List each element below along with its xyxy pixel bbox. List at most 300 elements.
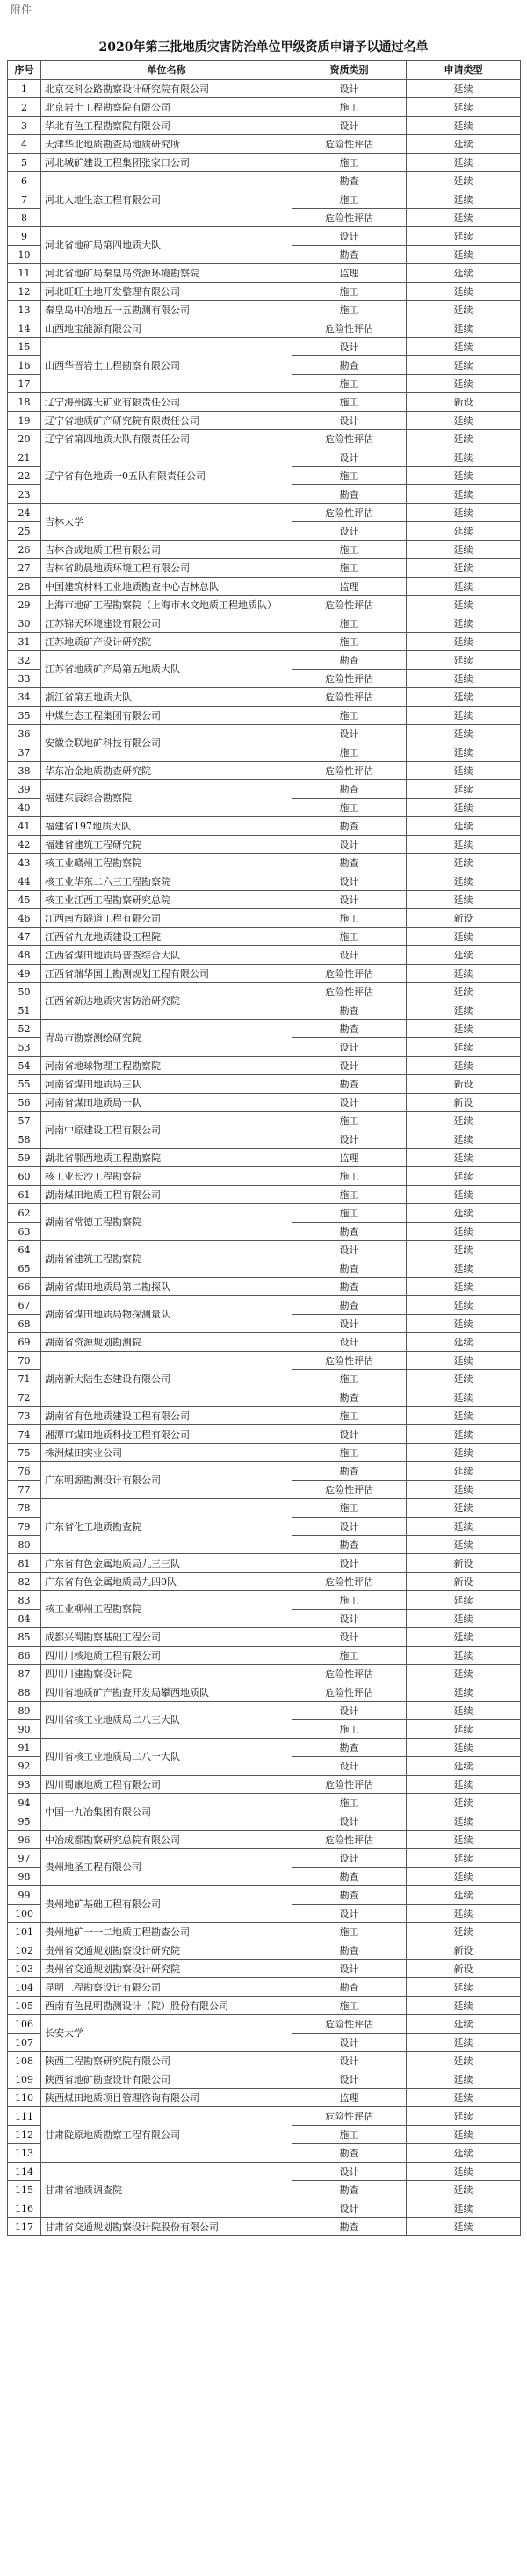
qualification-category: 监理 [292, 264, 407, 283]
table-row [8, 80, 521, 98]
application-type: 延续 [407, 1130, 521, 1149]
unit-name: 四川省核工业地质局二八一大队 [41, 1739, 292, 1776]
unit-name: 河北省地矿局秦皇岛资源环境勘察院 [41, 264, 292, 283]
row-seq: 70 [8, 1352, 41, 1370]
row-seq: 5 [8, 154, 41, 172]
table-row [8, 264, 521, 283]
application-type: 延续 [407, 504, 521, 522]
qualification-category: 设计 [292, 227, 407, 246]
application-type: 延续 [407, 1296, 521, 1315]
qualification-category: 勘查 [292, 1223, 407, 1241]
row-seq: 108 [8, 2052, 41, 2070]
qualification-category: 设计 [292, 1315, 407, 1333]
application-type: 延续 [407, 891, 521, 909]
table-row [8, 98, 521, 117]
application-type: 延续 [407, 578, 521, 596]
unit-name: 陕西工程勘察研究院有限公司 [41, 2052, 292, 2070]
unit-name: 核工业江西工程勘察研究总院 [41, 891, 292, 909]
row-seq: 16 [8, 356, 41, 375]
qualification-category: 危险性评估 [292, 1573, 407, 1591]
top-bar [0, 0, 527, 18]
row-seq: 90 [8, 1720, 41, 1739]
row-seq: 50 [8, 983, 41, 1001]
application-type: 延续 [407, 1352, 521, 1370]
row-seq: 27 [8, 559, 41, 578]
approval-list-table [7, 60, 521, 2236]
table-row [8, 1978, 521, 1997]
table-row [8, 946, 521, 965]
application-type: 延续 [407, 1241, 521, 1259]
row-seq: 34 [8, 688, 41, 707]
table-row [8, 1278, 521, 1296]
row-seq: 95 [8, 1812, 41, 1831]
unit-name: 湘潭市煤田地质科技工程有限公司 [41, 1425, 292, 1444]
qualification-category: 危险性评估 [292, 2107, 407, 2126]
application-type: 延续 [407, 1997, 521, 2015]
qualification-category: 危险性评估 [292, 1683, 407, 1702]
unit-name: 贵州地圣工程有限公司 [41, 1849, 292, 1886]
header-unit-name: 单位名称 [41, 61, 292, 80]
qualification-category: 施工 [292, 1591, 407, 1610]
row-seq: 98 [8, 1868, 41, 1886]
table-row [8, 1149, 521, 1167]
application-type: 延续 [407, 780, 521, 799]
table-row [8, 965, 521, 983]
table-row [8, 1425, 521, 1444]
unit-name: 河南中原建设工程有限公司 [41, 1112, 292, 1149]
table-row [8, 1352, 521, 1370]
qualification-category: 勘查 [292, 1278, 407, 1296]
qualification-category: 勘查 [292, 1001, 407, 1020]
application-type: 延续 [407, 1259, 521, 1278]
unit-name: 安徽金联地矿科技有限公司 [41, 725, 292, 762]
qualification-category: 危险性评估 [292, 319, 407, 338]
application-type: 延续 [407, 117, 521, 135]
table-row [8, 688, 521, 707]
table-row [8, 1960, 521, 1978]
table-row [8, 1444, 521, 1462]
row-seq: 110 [8, 2089, 41, 2107]
qualification-category: 勘查 [292, 1886, 407, 1905]
qualification-category: 危险性评估 [292, 762, 407, 780]
table-row [8, 227, 521, 246]
unit-name: 北京岩土工程勘察院有限公司 [41, 98, 292, 117]
table-row [8, 448, 521, 467]
application-type: 延续 [407, 1333, 521, 1352]
application-type: 延续 [407, 633, 521, 651]
row-seq: 57 [8, 1112, 41, 1130]
application-type: 延续 [407, 928, 521, 946]
row-seq: 41 [8, 817, 41, 836]
application-type: 延续 [407, 2015, 521, 2034]
qualification-category: 设计 [292, 338, 407, 356]
unit-name: 湖南省有色地质建设工程有限公司 [41, 1407, 292, 1425]
table-row [8, 651, 521, 670]
unit-name: 中国十九冶集团有限公司 [41, 1794, 292, 1831]
table-row [8, 430, 521, 448]
qualification-category: 设计 [292, 1610, 407, 1628]
qualification-category: 勘查 [292, 854, 407, 872]
application-type: 延续 [407, 209, 521, 227]
application-type: 新设 [407, 393, 521, 412]
application-type: 延续 [407, 725, 521, 743]
application-type: 延续 [407, 319, 521, 338]
unit-name: 四川省核工业地质局二八三大队 [41, 1702, 292, 1739]
qualification-category: 设计 [292, 412, 407, 430]
row-seq: 88 [8, 1683, 41, 1702]
unit-name: 贵州省交通规划勘察设计研究院 [41, 1941, 292, 1960]
table-row [8, 1057, 521, 1075]
application-type: 延续 [407, 190, 521, 209]
application-type: 延续 [407, 1186, 521, 1204]
application-type: 延续 [407, 1720, 521, 1739]
qualification-category: 施工 [292, 909, 407, 928]
application-type: 新设 [407, 1960, 521, 1978]
unit-name: 湖南省煤田地质局第二勘探队 [41, 1278, 292, 1296]
row-seq: 115 [8, 2181, 41, 2199]
row-seq: 91 [8, 1739, 41, 1757]
application-type: 延续 [407, 1425, 521, 1444]
row-seq: 60 [8, 1167, 41, 1186]
row-seq: 85 [8, 1628, 41, 1647]
header-application-type: 申请类型 [407, 61, 521, 80]
unit-name: 核工业长沙工程勘察院 [41, 1167, 292, 1186]
row-seq: 65 [8, 1259, 41, 1278]
application-type: 延续 [407, 2163, 521, 2181]
unit-name: 湖南省建筑工程勘察院 [41, 1241, 292, 1278]
table-row [8, 1997, 521, 2015]
table-row [8, 301, 521, 319]
application-type: 延续 [407, 596, 521, 614]
table-row [8, 1167, 521, 1186]
qualification-category: 勘查 [292, 1978, 407, 1997]
row-seq: 74 [8, 1425, 41, 1444]
application-type: 延续 [407, 1905, 521, 1923]
qualification-category: 勘查 [292, 1020, 407, 1038]
unit-name: 长安大学 [41, 2015, 292, 2052]
row-seq: 52 [8, 1020, 41, 1038]
row-seq: 93 [8, 1776, 41, 1794]
row-seq: 15 [8, 338, 41, 356]
qualification-category: 勘查 [292, 1296, 407, 1315]
application-type: 延续 [407, 2144, 521, 2163]
unit-name: 河北城矿建设工程集团张家口公司 [41, 154, 292, 172]
application-type: 延续 [407, 485, 521, 504]
qualification-category: 施工 [292, 98, 407, 117]
unit-name: 中冶成都勘察研究总院有限公司 [41, 1831, 292, 1849]
qualification-category: 设计 [292, 2052, 407, 2070]
row-seq: 101 [8, 1923, 41, 1941]
qualification-category: 勘查 [292, 2144, 407, 2163]
row-seq: 35 [8, 707, 41, 725]
unit-name: 河北人地生态工程有限公司 [41, 172, 292, 227]
application-type: 延续 [407, 2089, 521, 2107]
unit-name: 湖南新大陆生态建设有限公司 [41, 1352, 292, 1407]
application-type: 延续 [407, 2107, 521, 2126]
application-type: 延续 [407, 1812, 521, 1831]
unit-name: 青岛市勘察测绘研究院 [41, 1020, 292, 1057]
qualification-category: 设计 [292, 725, 407, 743]
qualification-category: 设计 [292, 1241, 407, 1259]
application-type: 延续 [407, 946, 521, 965]
row-seq: 38 [8, 762, 41, 780]
qualification-category: 设计 [292, 2163, 407, 2181]
row-seq: 72 [8, 1388, 41, 1407]
qualification-category: 勘查 [292, 356, 407, 375]
row-seq: 31 [8, 633, 41, 651]
qualification-category: 施工 [292, 1444, 407, 1462]
row-seq: 48 [8, 946, 41, 965]
qualification-category: 勘查 [292, 2218, 407, 2236]
qualification-category: 设计 [292, 1905, 407, 1923]
table-row [8, 1554, 521, 1573]
qualification-category: 危险性评估 [292, 1481, 407, 1499]
qualification-category: 勘查 [292, 2181, 407, 2199]
qualification-category: 施工 [292, 541, 407, 559]
qualification-category: 勘查 [292, 1388, 407, 1407]
application-type: 延续 [407, 338, 521, 356]
application-type: 延续 [407, 1444, 521, 1462]
row-seq: 89 [8, 1702, 41, 1720]
qualification-category: 施工 [292, 375, 407, 393]
qualification-category: 施工 [292, 614, 407, 633]
unit-name: 山西地宝能源有限公司 [41, 319, 292, 338]
qualification-category: 勘查 [292, 485, 407, 504]
row-seq: 107 [8, 2034, 41, 2052]
row-seq: 78 [8, 1499, 41, 1518]
table-row [8, 1831, 521, 1849]
unit-name: 辽宁海州露天矿业有限责任公司 [41, 393, 292, 412]
qualification-category: 危险性评估 [292, 2015, 407, 2034]
row-seq: 80 [8, 1536, 41, 1554]
qualification-category: 勘查 [292, 1868, 407, 1886]
unit-name: 湖南煤田地质工程有限公司 [41, 1186, 292, 1204]
qualification-category: 危险性评估 [292, 965, 407, 983]
unit-name: 吉林合成地质工程有限公司 [41, 541, 292, 559]
qualification-category: 危险性评估 [292, 430, 407, 448]
unit-name: 湖北省鄂西地质工程勘察院 [41, 1149, 292, 1167]
qualification-category: 施工 [292, 707, 407, 725]
row-seq: 13 [8, 301, 41, 319]
application-type: 延续 [407, 614, 521, 633]
row-seq: 55 [8, 1075, 41, 1094]
qualification-category: 施工 [292, 154, 407, 172]
qualification-category: 施工 [292, 283, 407, 301]
attachment-label: 附件 [11, 4, 32, 16]
qualification-category: 施工 [292, 1407, 407, 1425]
row-seq: 87 [8, 1665, 41, 1683]
row-seq: 23 [8, 485, 41, 504]
table-row [8, 1849, 521, 1868]
row-seq: 114 [8, 2163, 41, 2181]
qualification-category: 设计 [292, 1960, 407, 1978]
row-seq: 12 [8, 283, 41, 301]
qualification-category: 勘查 [292, 817, 407, 836]
unit-name: 甘肃省地质调查院 [41, 2163, 292, 2218]
table-header-row [8, 61, 521, 80]
qualification-category: 危险性评估 [292, 688, 407, 707]
row-seq: 117 [8, 2218, 41, 2236]
application-type: 延续 [407, 1831, 521, 1849]
row-seq: 83 [8, 1591, 41, 1610]
qualification-category: 监理 [292, 578, 407, 596]
table-row [8, 1499, 521, 1518]
qualification-category: 勘查 [292, 1259, 407, 1278]
row-seq: 61 [8, 1186, 41, 1204]
row-seq: 51 [8, 1001, 41, 1020]
application-type: 延续 [407, 1776, 521, 1794]
unit-name: 辽宁省地质矿产研究院有限责任公司 [41, 412, 292, 430]
unit-name: 成都兴蜀勘察基础工程公司 [41, 1628, 292, 1647]
application-type: 延续 [407, 1315, 521, 1333]
qualification-category: 设计 [292, 1057, 407, 1075]
unit-name: 陕西煤田地质项目管理咨询有限公司 [41, 2089, 292, 2107]
row-seq: 96 [8, 1831, 41, 1849]
row-seq: 2 [8, 98, 41, 117]
unit-name: 西南有色昆明勘测设计（院）股份有限公司 [41, 1997, 292, 2015]
application-type: 延续 [407, 1757, 521, 1776]
row-seq: 4 [8, 135, 41, 154]
application-type: 延续 [407, 412, 521, 430]
table-row [8, 909, 521, 928]
unit-name: 甘肃陇原地质勘察工程有限公司 [41, 2107, 292, 2163]
qualification-category: 施工 [292, 559, 407, 578]
table-row [8, 1204, 521, 1223]
qualification-category: 设计 [292, 1849, 407, 1868]
unit-name: 福建省建筑工程研究院 [41, 836, 292, 854]
qualification-category: 施工 [292, 1186, 407, 1204]
row-seq: 36 [8, 725, 41, 743]
row-seq: 32 [8, 651, 41, 670]
row-seq: 14 [8, 319, 41, 338]
unit-name: 昆明工程勘察设计有限公司 [41, 1978, 292, 1997]
row-seq: 26 [8, 541, 41, 559]
row-seq: 99 [8, 1886, 41, 1905]
application-type: 新设 [407, 1075, 521, 1094]
unit-name: 江西南方隧道工程有限公司 [41, 909, 292, 928]
row-seq: 112 [8, 2126, 41, 2144]
table-row [8, 1591, 521, 1610]
row-seq: 58 [8, 1130, 41, 1149]
row-seq: 116 [8, 2199, 41, 2218]
qualification-category: 监理 [292, 1149, 407, 1167]
row-seq: 104 [8, 1978, 41, 1997]
application-type: 延续 [407, 375, 521, 393]
application-type: 延续 [407, 688, 521, 707]
unit-name: 北京交科公路勘察设计研究院有限公司 [41, 80, 292, 98]
unit-name: 江西省新达地质灾害防治研究院 [41, 983, 292, 1020]
unit-name: 广东省有色金属地质局九四0队 [41, 1573, 292, 1591]
application-type: 延续 [407, 836, 521, 854]
qualification-category: 设计 [292, 1757, 407, 1776]
application-type: 延续 [407, 98, 521, 117]
qualification-category: 危险性评估 [292, 504, 407, 522]
row-seq: 29 [8, 596, 41, 614]
row-seq: 111 [8, 2107, 41, 2126]
qualification-category: 施工 [292, 1794, 407, 1812]
unit-name: 河北省地矿局第四地质大队 [41, 227, 292, 264]
application-type: 延续 [407, 227, 521, 246]
table-row [8, 1683, 521, 1702]
application-type: 延续 [407, 1001, 521, 1020]
table-row [8, 983, 521, 1001]
unit-name: 中煤生态工程集团有限公司 [41, 707, 292, 725]
application-type: 延续 [407, 1849, 521, 1868]
unit-name: 中国建筑材料工业地质勘查中心吉林总队 [41, 578, 292, 596]
table-row [8, 836, 521, 854]
qualification-category: 施工 [292, 1370, 407, 1388]
qualification-category: 设计 [292, 1425, 407, 1444]
application-type: 延续 [407, 2070, 521, 2089]
table-row [8, 319, 521, 338]
row-seq: 97 [8, 1849, 41, 1868]
qualification-category: 施工 [292, 1499, 407, 1518]
unit-name: 福建东辰综合勘察院 [41, 780, 292, 817]
application-type: 延续 [407, 1407, 521, 1425]
application-type: 延续 [407, 283, 521, 301]
application-type: 延续 [407, 448, 521, 467]
application-type: 延续 [407, 1370, 521, 1388]
header-seq: 序号 [8, 61, 41, 80]
unit-name: 贵州地矿一一二地质工程勘查公司 [41, 1923, 292, 1941]
table-row [8, 817, 521, 836]
document-title: 2020年第三批地质灾害防治单位甲级资质申请予以通过名单 [98, 40, 429, 54]
unit-name: 浙江省第五地质大队 [41, 688, 292, 707]
table-row [8, 2107, 521, 2126]
unit-name: 江苏地质矿产设计研究院 [41, 633, 292, 651]
unit-name: 甘肃省交通规划勘察设计院股份有限公司 [41, 2218, 292, 2236]
application-type: 延续 [407, 983, 521, 1001]
qualification-category: 施工 [292, 743, 407, 762]
table-row [8, 780, 521, 799]
application-type: 延续 [407, 1886, 521, 1905]
row-seq: 49 [8, 965, 41, 983]
application-type: 延续 [407, 743, 521, 762]
qualification-category: 勘查 [292, 172, 407, 190]
unit-name: 华东冶金地质勘查研究院 [41, 762, 292, 780]
application-type: 延续 [407, 854, 521, 872]
application-type: 新设 [407, 1573, 521, 1591]
qualification-category: 危险性评估 [292, 209, 407, 227]
row-seq: 33 [8, 670, 41, 688]
qualification-category: 施工 [292, 301, 407, 319]
unit-name: 河南省煤田地质局三队 [41, 1075, 292, 1094]
unit-name: 吉林省助晨地质环境工程有限公司 [41, 559, 292, 578]
table-row [8, 633, 521, 651]
unit-name: 四川省地质矿产勘查开发局攀西地质队 [41, 1683, 292, 1702]
row-seq: 82 [8, 1573, 41, 1591]
unit-name: 核工业柳州工程勘察院 [41, 1591, 292, 1628]
table-row [8, 1628, 521, 1647]
application-type: 延续 [407, 670, 521, 688]
table-row [8, 596, 521, 614]
row-seq: 40 [8, 799, 41, 817]
application-type: 延续 [407, 356, 521, 375]
table-row [8, 2218, 521, 2236]
row-seq: 92 [8, 1757, 41, 1776]
table-row [8, 872, 521, 891]
unit-name: 湖南省常德工程勘察院 [41, 1204, 292, 1241]
qualification-category: 设计 [292, 448, 407, 467]
unit-name: 江西省瑞华国土勘测规划工程有限公司 [41, 965, 292, 983]
qualification-category: 施工 [292, 467, 407, 485]
unit-name: 上海市地矿工程勘察院（上海市水文地质工程地质队） [41, 596, 292, 614]
application-type: 延续 [407, 522, 521, 541]
unit-name: 辽宁省第四地质大队有限责任公司 [41, 430, 292, 448]
table-row [8, 1573, 521, 1591]
qualification-category: 设计 [292, 1702, 407, 1720]
unit-name: 广东省化工地质勘查院 [41, 1499, 292, 1554]
